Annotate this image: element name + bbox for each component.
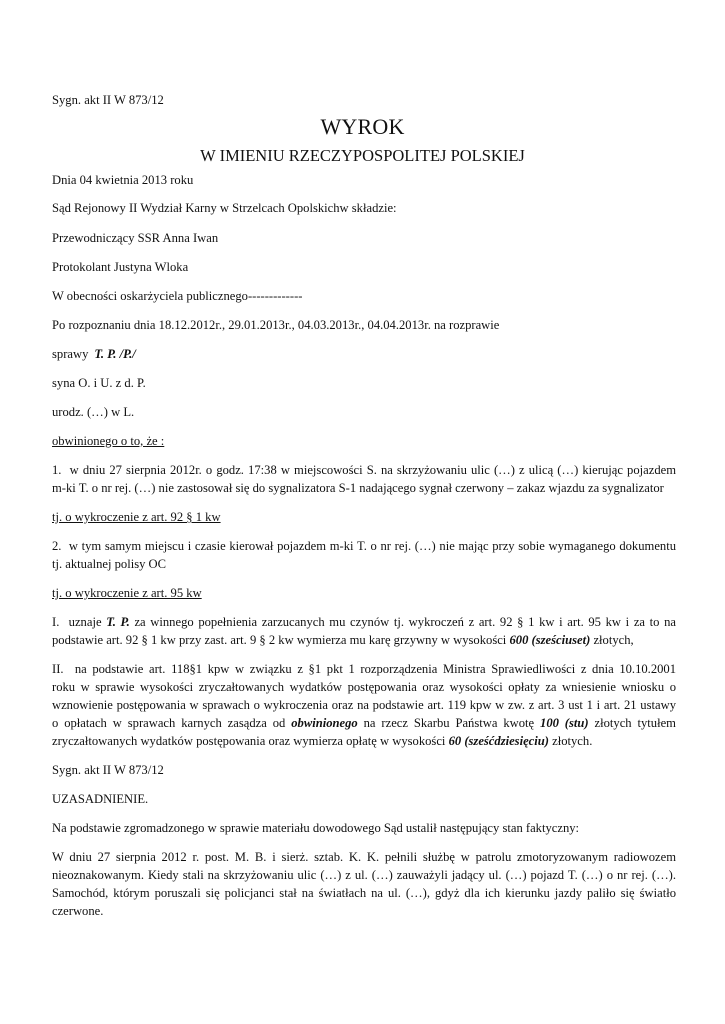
facts-intro: Na podstawie zgromadzonego w sprawie materiału dowodowego Sąd ustalił następujący stan faktyczny:: [52, 821, 580, 835]
verdict-1-line-1: I. uznaje T. P. za winnego popełnienia zarzucanych mu czynów tj. wykroczeń z art. 92 § 1 kw i art. 95 kw i za to na: [52, 615, 677, 629]
charge-2-line-1: 2. w tym samym miejscu i czasie kierował pojazdem m-ki T. o nr rej. (…) nie mając przy sobie wymaganego dokumentu: [52, 539, 677, 553]
charge-2-number: 2.: [52, 539, 62, 553]
charges-heading: obwinionego o to, że :: [52, 434, 165, 448]
presiding-judge: Przewodniczący SSR Anna Iwan: [52, 231, 219, 245]
charge-1-line-1: 1. w dniu 27 sierpnia 2012r. o godz. 17:38 w miejscowości S. na skrzyżowaniu ulic (…) z ulicą (…) kierując pojazdem: [52, 463, 676, 477]
facts-line-2: nieoznakowanym. Kiedy stali na skrzyżowaniu ulic (…) z ul. (…) zauważyli jadący ul. (…) pojazd T. (…) o nr rej. (…).: [52, 868, 676, 882]
offence-1: tj. o wykroczenie z art. 92 § 1 kw: [52, 510, 221, 524]
verdict-2-line-4: o opłatach w sprawach karnych zasądza od obwinionego na rzecz Skarbu Państwa kwotę 100 (stu) złotych tytułem: [52, 716, 676, 730]
judgment-title: WYROK: [320, 114, 405, 139]
verdict-2-line-1: II. na podstawie art. 118§1 kpw w związku z §1 pkt 1 rozporządzenia Ministra Sprawiedliwości z dnia 10.10.2001: [52, 662, 677, 676]
prosecutor-line: W obecności oskarżyciela publicznego-------------: [52, 289, 303, 303]
offence-2: tj. o wykroczenie z art. 95 kw: [52, 586, 202, 600]
verdict-2-number: II.: [52, 662, 64, 676]
verdict-1-line-2: podstawie art. 92 § 1 kw przy zast. art. 9 § 2 kw wymierza mu karę grzywny w wysokości 600 (sześciuset) złotych,: [52, 633, 634, 647]
charge-2-line-2: tj. aktualnej polisy OC: [52, 557, 167, 571]
charge-1-line-2: m-ki T. o nr rej. (…) nie zastosował się do sygnalizatora S-1 nadającego sygnał czerwony – zakaz wjazdu za sygnalizator: [52, 481, 664, 495]
costs-amount: 100 (stu): [540, 716, 589, 730]
parentage-line: syna O. i U. z d. P.: [52, 376, 146, 390]
case-prefix: sprawy: [52, 347, 89, 361]
verdict-2-line-2: roku w sprawie wysokości zryczałtowanych wydatków postępowania oraz wysokości opłaty za wniesienie wniosku o: [52, 680, 676, 694]
fee-amount: 60 (sześćdziesięciu): [448, 734, 549, 748]
birth-line: urodz. (…) w L.: [52, 405, 135, 419]
facts-line-1: W dniu 27 sierpnia 2012 r. post. M. B. i sierż. sztab. K. K. pełnili służbę w patrolu zmotoryzowanym radiowozem: [52, 850, 676, 864]
court-clerk: Protokolant Justyna Wloka: [52, 260, 189, 274]
judgment-subtitle: W IMIENIU RZECZYPOSPOLITEJ POLSKIEJ: [200, 146, 525, 165]
case-signature-top: Sygn. akt II W 873/12: [52, 93, 164, 107]
accused-name: T. P. /P./: [94, 347, 136, 361]
verdict-2-accused: obwinionego: [291, 716, 358, 730]
facts-line-3: Samochód, którym poruszali się policjanci stał na światłach na ul. (…), gdyż dla ich kierunku jazdy paliło się światło: [52, 886, 676, 900]
fine-amount: 600 (sześciuset): [509, 633, 591, 647]
case-line: [52, 346, 676, 363]
court-composition: Sąd Rejonowy II Wydział Karny w Strzelcach Opolskichw składzie:: [52, 201, 397, 215]
charge-1-number: 1.: [52, 463, 62, 477]
verdict-2-line-3: wznowienie postępowania w sprawach o wykroczenia oraz na podstawie art. 119 kpw w zw. z art. 3 ust 1 i art. 21 ustawy: [52, 698, 676, 712]
facts-line-4: czerwone.: [52, 904, 104, 918]
verdict-2-line-5: zryczałtowanych wydatków postępowania oraz wymierza opłatę w wysokości 60 (sześćdziesięciu) złotych.: [52, 734, 593, 748]
justification-heading: UZASADNIENIE.: [52, 792, 149, 806]
verdict-1-name: T. P.: [106, 615, 130, 629]
verdict-1-number: I.: [52, 615, 60, 629]
case-signature-bottom: Sygn. akt II W 873/12: [52, 763, 164, 777]
judgment-date: Dnia 04 kwietnia 2013 roku: [52, 173, 194, 187]
hearing-dates: Po rozpoznaniu dnia 18.12.2012r., 29.01.2013r., 04.03.2013r., 04.04.2013r. na rozprawie: [52, 318, 500, 332]
